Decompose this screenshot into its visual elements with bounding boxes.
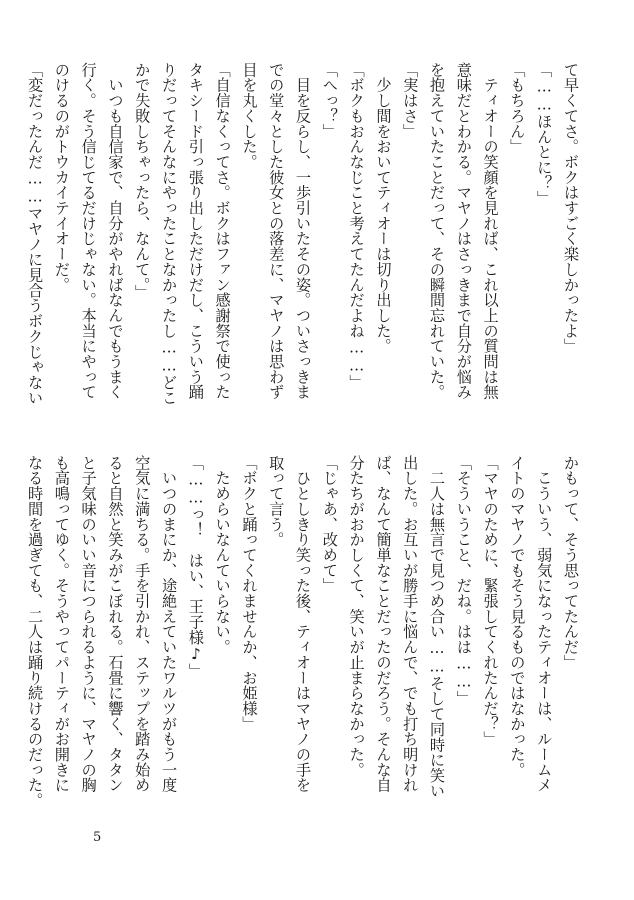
- text-line: 分たちがおかしくて、笑いが止まらなかった。: [347, 455, 366, 778]
- text-line: 目を丸くした。: [240, 62, 259, 170]
- text-line: 出した。お互いが勝手に悩んで、でも打ち明けれ: [401, 455, 420, 793]
- text-line: いつも自信家で、自分がやればなんでもうまく: [106, 62, 125, 400]
- text-line: 「自信なくってさ。ボクはファン感謝祭で使った: [213, 62, 232, 400]
- text-line: ためらいなんていらない。: [213, 455, 232, 655]
- text-line: 「そういうこと、だね。はは……」: [454, 455, 473, 707]
- text-line: での堂々とした彼女との落差に、マヤノは思わず: [267, 62, 286, 400]
- text-line: 取って言う。: [267, 455, 286, 548]
- text-line: 「……っ！ はい、王子様♪」: [186, 455, 205, 679]
- bottom-text-block: [26, 455, 584, 830]
- text-line: ると自然と笑みがこぼれる。石畳に響く、タタン: [106, 455, 125, 793]
- text-line: 「……ほんとに？」: [535, 62, 554, 206]
- text-line: かで失敗しちゃったら、なんて。」: [133, 62, 152, 300]
- top-text-block: [26, 62, 584, 437]
- text-line: 「実はさ」: [401, 62, 420, 139]
- text-line: 「ボクと踊ってくれませんか、お姫様」: [240, 455, 259, 732]
- text-line: こういう、弱気になったティオーは、ルームメ: [535, 455, 554, 793]
- text-line: かもって、そう思ってたんだ」: [562, 455, 580, 670]
- text-line: 目を反らし、一歩引いたその姿。ついさっきま: [294, 62, 313, 400]
- text-line: 「ボクもおんなじこと考えてたんだよね……」: [347, 62, 366, 390]
- text-line: りだってそんなにやったことなかったし……どこ: [160, 62, 179, 406]
- text-line: 「マヤのために、緊張してくれたんだ？」: [481, 455, 500, 747]
- text-line: を抱えていたことだって、その瞬間忘れていた。: [428, 62, 447, 400]
- text-line: 「へっ？」: [320, 62, 339, 139]
- text-line: 行く。そう信じてるだけじゃない。本当にやって: [79, 62, 98, 400]
- text-line: 意味だとわかる。マヤノはさっきまで自分が悩み: [454, 62, 473, 400]
- text-line: て早くてさ。ボクはすごく楽しかったよ」: [562, 62, 580, 354]
- text-line: ば、なんて簡単なことだったのだろう。そんな自: [374, 455, 393, 793]
- text-line: 空気に満ちる。手を引かれ、ステップを踏み始め: [133, 455, 152, 793]
- text-line: 少し間をおいてティオーは切り出した。: [374, 62, 393, 354]
- page-number: 5: [93, 830, 102, 845]
- text-line: 二人は無言で見つめ合い……そして同時に笑い: [428, 455, 447, 799]
- text-line: も高鳴ってゆく。そうやってパーティがお開きに: [52, 455, 71, 793]
- text-line: 「変だったんだ……マヤノに見合うボクじゃない: [26, 62, 45, 406]
- text-line: ティオーの笑顔を見れば、これ以上の質問は無: [481, 62, 500, 400]
- text-line: 「じゃあ、改めて」: [320, 455, 339, 594]
- text-line: タキシード引っ張り出しただけだし、こういう踊: [186, 62, 205, 400]
- text-line: イトのマヤノでもそう見るものではなかった。: [508, 455, 527, 778]
- text-line: ひとしきり笑った後、ティオーはマヤノの手を: [294, 455, 313, 793]
- text-line: いつのまにか、途絶えていたワルツがもう一度: [160, 455, 179, 793]
- text-line: 「もちろん」: [508, 62, 527, 155]
- text-line: のけるのがトウカイテイオーだ。: [52, 62, 71, 293]
- text-line: なる時間を過ぎても、二人は踊り続けるのだった。: [26, 455, 45, 809]
- text-line: と子気味のいい音につられるように、マヤノの胸: [79, 455, 98, 793]
